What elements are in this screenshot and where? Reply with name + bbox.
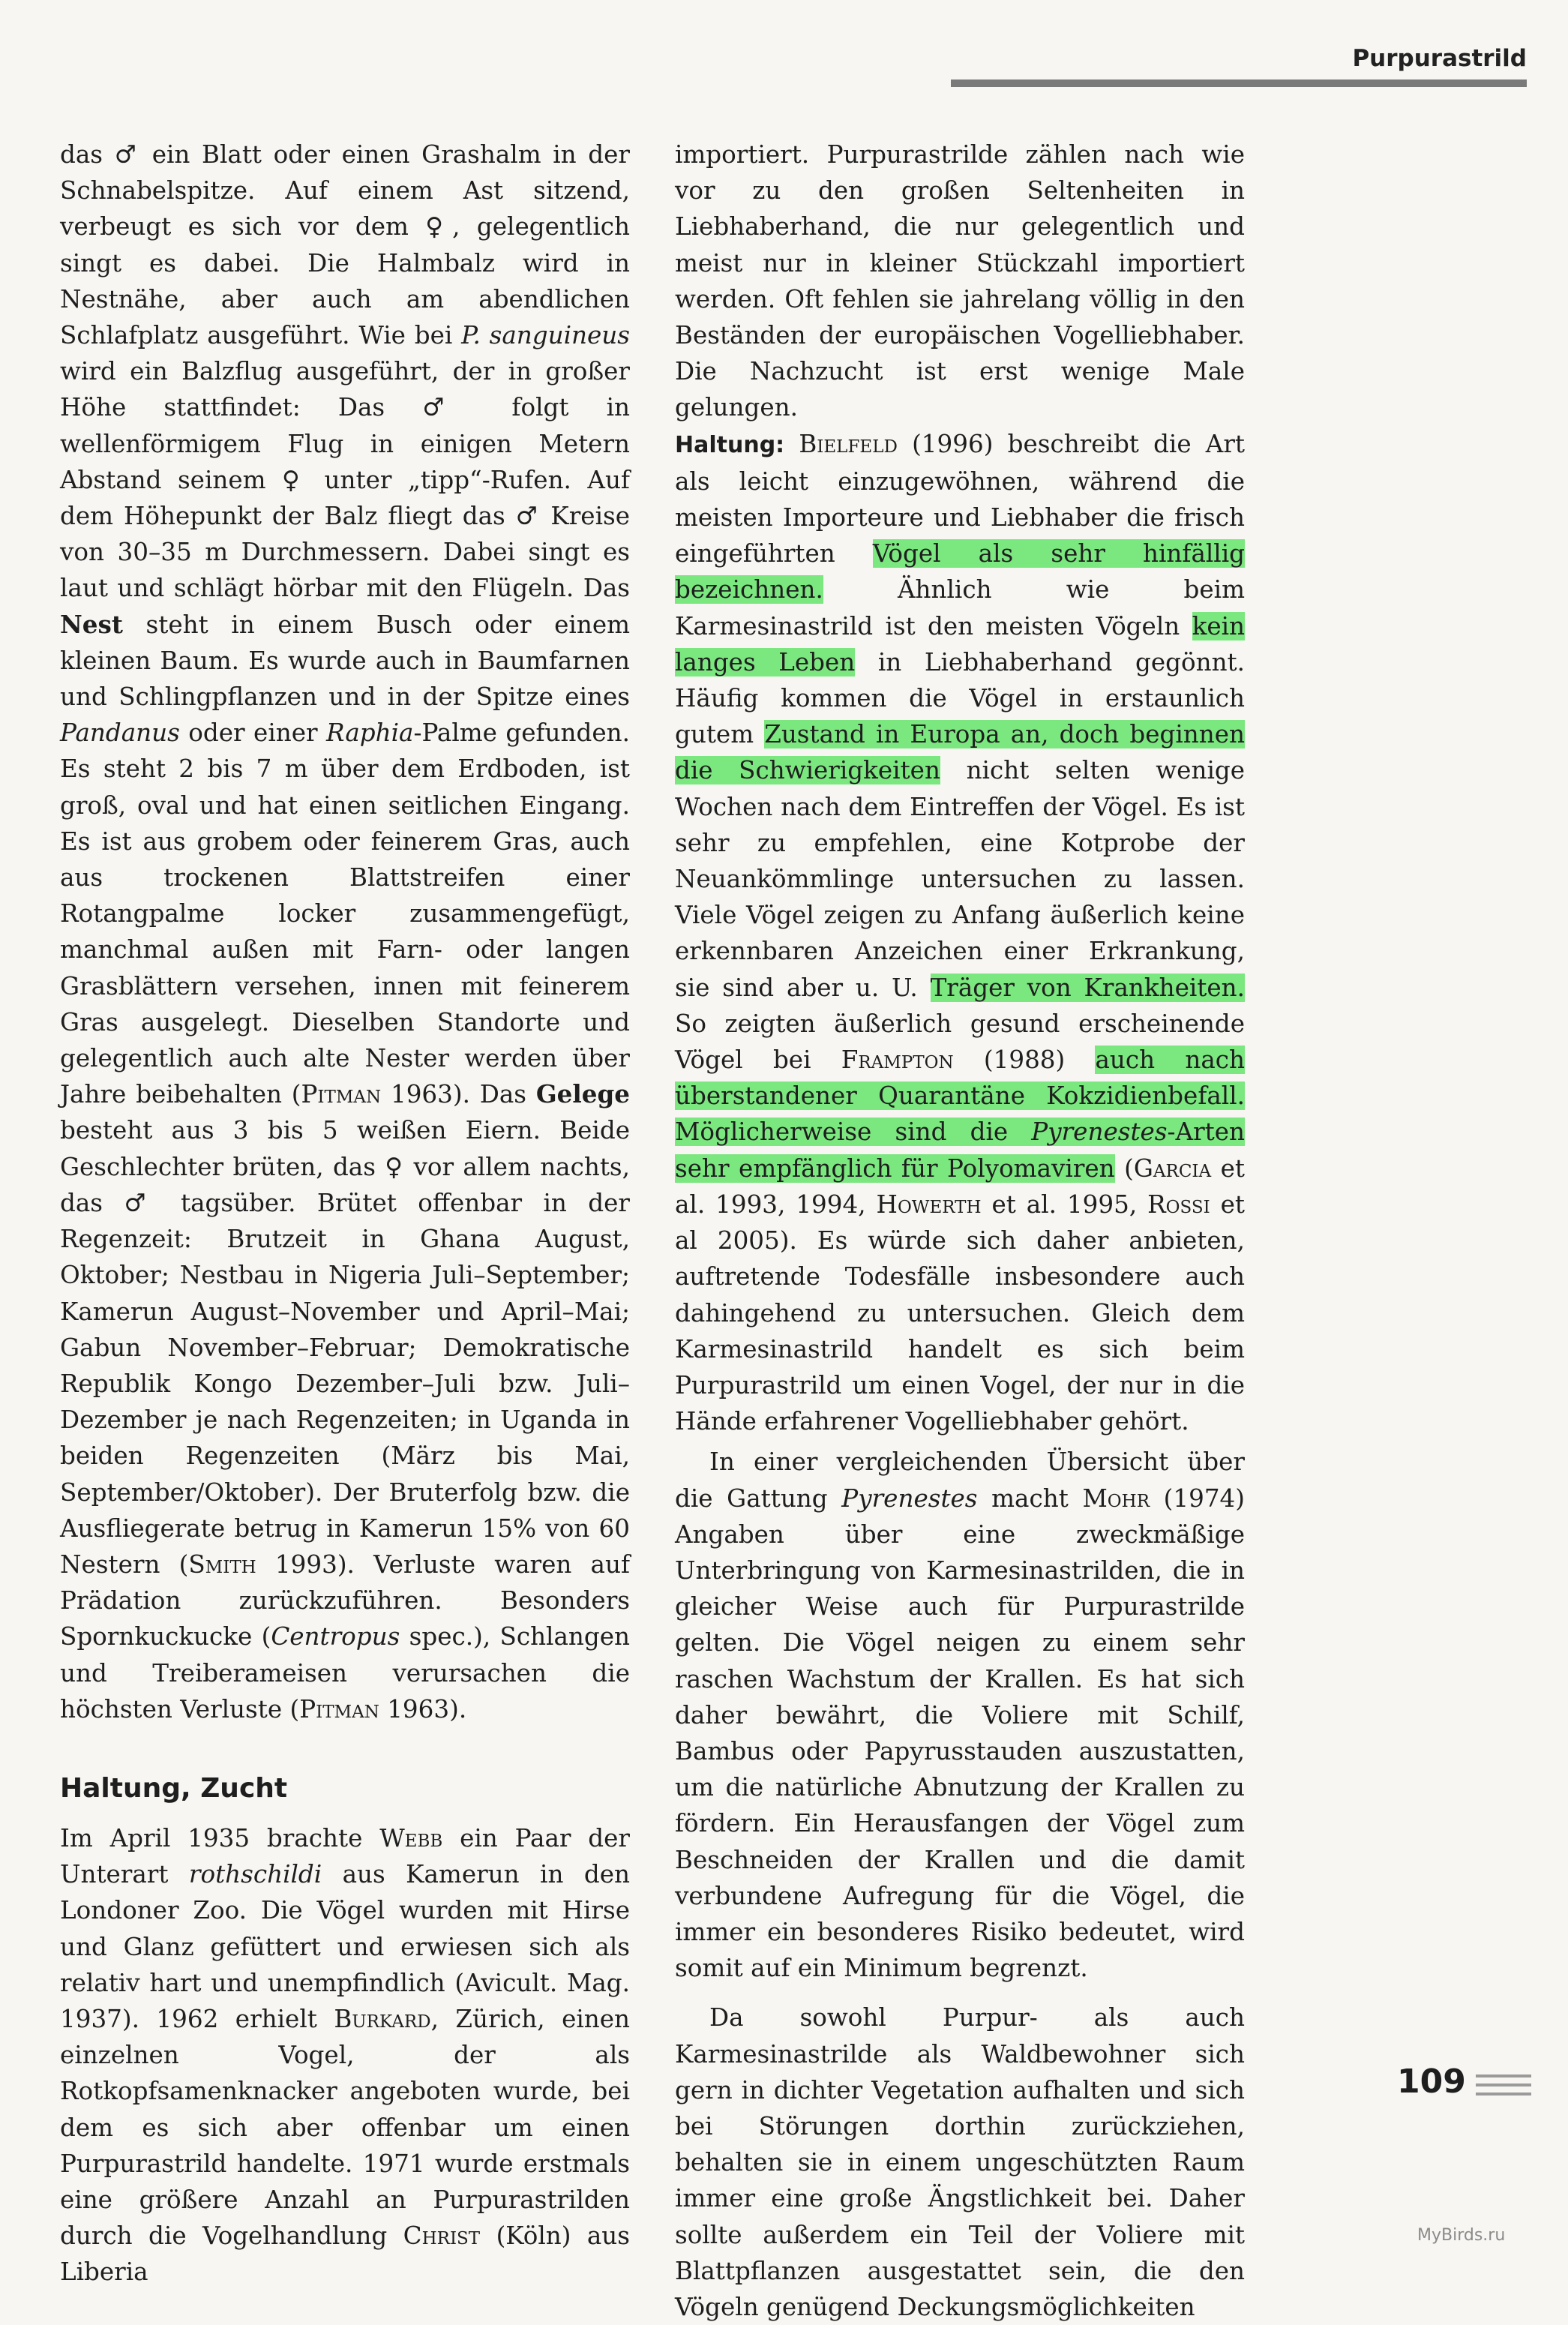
header-bar [951, 80, 1527, 87]
text-run: 1963). Das [381, 1080, 536, 1109]
text-run: besteht aus 3 bis 5 weißen Eiern. Beide Geschlechter brüten, das ♀ vor allem nachts, das ♂ tagsüber. Brütet offenbar in der Regenzeit: Brutzeit in Ghana August, Oktober; Nestbau in Nigeria Juli–September; Kamerun August–November und April–Mai; Gabun November–Februar; Demokratische Republik Kongo Dezember–Juli bzw. Juli–Dezember je nach Regenzeiten; in Uganda in beiden Regenzeiten (März bis Mai, September/Oktober). Der Bruterfolg bzw. die Ausfliegerate betrug in Kamerun 15% von 60 Nestern ( [60, 1116, 630, 1579]
text-run: et al 2005). Es würde sich daher anbieten, auftretende Todesfälle insbesondere auch dahingehend zu untersuchen. Gleich dem Karmesinastrild handelt es sich beim Purpurastrild um einen Vogel, der nur in die Hände erfahrener Vogelliebhaber gehört. [675, 1190, 1246, 1436]
text-run: In einer vergleichenden Übersicht über die Gattung [675, 1448, 1245, 1513]
section-heading: Haltung, Zucht [60, 1772, 288, 1804]
inline-keyword-gelege: Gelege [535, 1079, 630, 1109]
author-name: Rossi [1147, 1190, 1210, 1219]
highlighted-text: -Arten sehr empfänglich für Polyomaviren [675, 1118, 1245, 1183]
text-run: (1974) Angaben über eine zweckmäßige Unterbringung von Karmesinastrilden, die in gleicher Weise auch für Purpurastrilde gelten. Die Vögel neigen zu einem sehr raschen Wachstum der Krallen. Es hat sich daher bewährt, die Voliere mit Schilf, Bambus oder Papyrusstauden auszustatten, um die natürliche Abnutzung der Krallen zu fördern. Ein Herausfangen der Vögel zum Beschneiden der Krallen und die damit verbundene Aufregung für die Vögel, die immer ein besonderes Risiko bedeutet, wird somit auf ein Minimum begrenzt. [675, 1484, 1245, 1983]
page-number-ornament [1476, 2074, 1531, 2102]
text-run: Ähnlich wie beim Karmesinastrild ist den meisten Vögeln [675, 575, 1245, 640]
inline-heading-haltung: Haltung: [675, 431, 785, 458]
highlighted-text: Träger von Krankheiten. [930, 973, 1245, 1002]
right-paragraph-1: importiert. Purpurastrilde zählen nach wie vor zu den großen Seltenheiten in Liebhaberhand, die nur gelegentlich und meist nur in kleiner Stückzahl importiert werden. Oft fehlen sie jahrelang völlig in den Beständen der europäischen Vogelliebhaber. Die Nachzucht ist erst wenige Male gelungen. [675, 140, 1245, 422]
text-run: et al. 1995, [981, 1190, 1148, 1219]
highlighted-text: Zustand in Europa an, doch beginnen die Schwierigkeiten [675, 720, 1245, 785]
text-run: aus Kamerun in den Londoner Zoo. Die Vögel wurden mit Hirse und Glanz gefüttert und erwiesen sich als relativ hart und unempfindlich (Avicult. Mag. 1937). 1962 erhielt [60, 1860, 630, 2033]
genus-name: Pandanus [60, 718, 180, 748]
author-name: Bielfeld [799, 429, 898, 458]
highlighted-text: Vögel als sehr hinfällig bezeichnen. [675, 539, 1245, 604]
left-paragraph-1 [60, 136, 630, 1727]
author-name: Webb [379, 1823, 443, 1852]
text-run: , Zürich, einen einzelnen Vogel, der als Rotkopfsamenknacker angeboten wurde, bei dem es sich aber offenbar um einen Purpurastrild handelte. 1971 wurde erstmals eine größere Anzahl an Purpurastrilden durch die Vogelhandlung [60, 2004, 631, 2251]
genus-name: Raphia [326, 718, 414, 748]
inline-keyword-nest: Nest [60, 609, 123, 639]
running-header [951, 45, 1527, 87]
genus-name: Pyrenestes [841, 1484, 978, 1513]
author-name: Garcia [1133, 1154, 1212, 1183]
text-run: (1996) beschreibt die Art als leicht einzugewöhnen, während die meisten Importeure und Liebhaber die frisch eingeführten [675, 429, 1246, 568]
right-paragraph-3 [675, 1444, 1245, 1986]
right-paragraph-4: Da sowohl Purpur- als auch Karmesinastrilde als Waldbewohner sich gern in dichter Vegetation aufhalten und sich bei Störungen dorthin zurückziehen, behalten sie in einem ungeschützten Raum immer eine große Ängstlichkeit bei. Daher sollte außerdem ein Teil der Voliere mit Blattpflanzen ausgestattet sein, die den Vögeln genügend Deckungsmöglichkeiten [675, 2003, 1245, 2321]
author-name: Smith [188, 1550, 256, 1579]
author-name: Pitman [299, 1694, 379, 1724]
watermark: MyBirds.ru [1417, 2226, 1506, 2245]
author-name: Frampton [841, 1046, 954, 1075]
author-name: Burkard [334, 2004, 431, 2033]
highlighted-genus-name: Pyrenestes [1031, 1118, 1168, 1147]
text-run: (1988) [953, 1046, 1096, 1075]
left-column [60, 136, 630, 2290]
text-run: -Palme gefunden. Es steht 2 bis 7 m über dem Erdboden, ist groß, oval und hat einen seitlichen Eingang. Es ist aus grobem oder feinerem Gras, auch aus trockenen Blattstreifen einer Rotangpalme locker zusammengefügt, manchmal außen mit Farn- oder langen Grasblättern versehen, innen mit feinerem Gras ausgelegt. Dieselben Standorte und gelegentlich auch alte Nester werden über Jahre beibehalten ( [60, 718, 630, 1109]
author-name: Howerth [876, 1190, 982, 1219]
author-name: Christ [403, 2222, 481, 2251]
right-paragraph-2 [675, 426, 1245, 1440]
text-run: ein Paar der Unterart [60, 1823, 630, 1889]
author-name: Mohr [1082, 1484, 1150, 1513]
subspecies-name: rothschildi [188, 1860, 322, 1889]
text-run: nicht selten wenige Wochen nach dem Eintreffen der Vögel. Es ist sehr zu empfehlen, eine Kotprobe der Neuankömmlinge untersuchen zu lassen. Viele Vögel zeigen zu Anfang äußerlich keine erkennbaren Anzeichen einer Erkrankung, sie sind aber u. U. [675, 756, 1245, 1002]
text-run: in Liebhaberhand gegönnt. Häufig kommen die Vögel in erstaunlich gutem [675, 647, 1245, 749]
text-run: wird ein Balzflug ausgeführt, der in großer Höhe stattfindet: Das ♂ folgt in wellenförmigem Flug in einigen Metern Abstand seinem ♀ unter „tipp“-Rufen. Auf dem Höhepunkt der Balz fliegt das ♂ Kreise von 30–35 m Durchmessern. Dabei singt es laut und schlägt hörbar mit den Flügeln. Das [60, 357, 630, 603]
text-run: 1963). [379, 1694, 467, 1724]
right-column [675, 136, 1245, 2325]
text-run: ( [1114, 1154, 1134, 1183]
text-run: das ♂ ein Blatt oder einen Grashalm in der Schnabelspitze. Auf einem Ast sitzend, verbeugt es sich vor dem ♀, gelegentlich singt es dabei. Die Halmbalz wird in Nestnähe, aber auch am abendlichen Schlafplatz ausgeführt. Wie bei [60, 140, 630, 350]
genus-name: Centropus [271, 1622, 400, 1652]
left-paragraph-2 [60, 1820, 630, 2290]
text-run: So zeigten äußerlich gesund erscheinende Vögel bei [675, 1009, 1245, 1075]
page-number: 109 [1397, 2062, 1466, 2101]
species-name: P. sanguineus [461, 321, 630, 350]
highlighted-text: kein langes Leben [675, 611, 1245, 676]
text-run: oder einer [179, 718, 327, 748]
highlighted-text: auch nach überstandener Quarantäne Kokzidienbefall. Möglicherweise sind die [675, 1046, 1245, 1147]
text-run: spec.), Schlangen und Treiberameisen verursachen die höchsten Verluste ( [60, 1622, 630, 1724]
text-run: macht [977, 1484, 1083, 1513]
author-name: Pitman [301, 1080, 382, 1109]
section-label: Purpurastrild [1352, 45, 1527, 72]
text-run: et al. 1993, 1994, [675, 1154, 1245, 1219]
text-run: Im April 1935 brachte [60, 1823, 380, 1852]
text-run: (Köln) aus Liberia [60, 2222, 631, 2287]
text-run: steht in einem Busch oder einem kleinen Baum. Es wurde auch in Baumfarnen und Schlingpflanzen und in der Spitze eines [60, 610, 630, 712]
text-run: 1993). Verluste waren auf Prädation zurückzuführen. Besonders Spornkuckucke ( [60, 1550, 630, 1652]
